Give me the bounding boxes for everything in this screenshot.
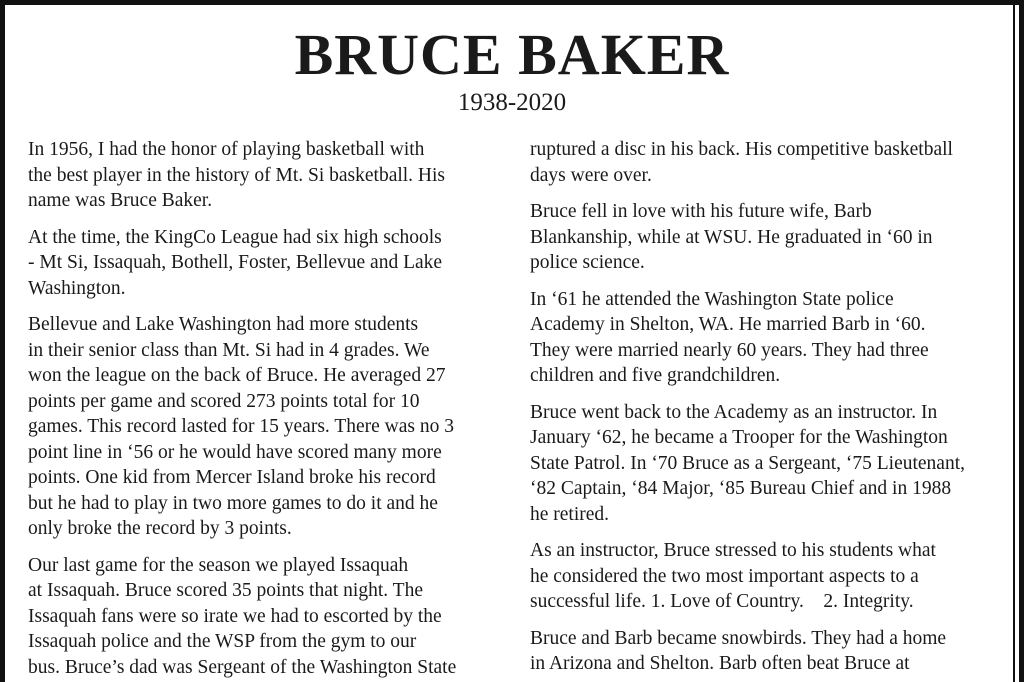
- text-line: points. One kid from Mercer Island broke his record: [28, 467, 436, 488]
- text-line: successful life. 1. Love of Country. 2. Integrity.: [530, 591, 914, 612]
- text-line: the best player in the history of Mt. Si basketball. His: [28, 164, 446, 186]
- right-paragraph-6: [530, 626, 998, 677]
- right-paragraph-4: [530, 400, 998, 528]
- text-line: point line in ‘56 or he would have scored many more: [28, 441, 442, 463]
- text-line: As an instructor, Bruce stressed to his students what: [530, 540, 936, 561]
- text-line: only broke the record by 3 points.: [28, 518, 292, 539]
- left-column: [28, 137, 493, 682]
- text-line: at Issaquah. Bruce scored 35 points that night. The: [28, 580, 423, 601]
- text-line: State Patrol. In ‘70 Bruce as a Sergeant, ‘75 Lieutenant,: [530, 452, 966, 474]
- obituary-years: 1938-2020: [457, 89, 567, 116]
- text-line: days were over.: [530, 164, 652, 186]
- text-line: They were married nearly 60 years. They had three: [530, 339, 929, 361]
- text-line: but he had to play in two more games to do it and he: [28, 492, 438, 514]
- text-line: won the league on the back of Bruce. He averaged 27: [28, 365, 446, 386]
- text-line: Issaquah fans were so irate we had to escorted by the: [28, 605, 442, 627]
- text-line: Bruce and Barb became snowbirds. They had a home: [530, 627, 947, 649]
- text-line: ‘82 Captain, ‘84 Major, ‘85 Bureau Chief and in 1988: [530, 478, 952, 499]
- right-paragraph-5: [530, 538, 998, 615]
- text-line: points per game and scored 273 points total for 10: [28, 390, 420, 412]
- obituary-name: BRUCE BAKER: [294, 22, 730, 87]
- left-paragraph-2: [28, 225, 493, 302]
- right-paragraph-1: [530, 137, 998, 188]
- text-line: he considered the two most important aspects to a: [530, 565, 919, 587]
- right-column: [530, 137, 998, 682]
- text-line: January ‘62, he became a Trooper for the Washington: [530, 427, 948, 448]
- left-paragraph-4: [28, 553, 493, 681]
- text-line: At the time, the KingCo League had six high schools: [28, 226, 442, 248]
- text-line: police science.: [530, 252, 645, 273]
- left-paragraph-3: [28, 312, 493, 542]
- text-line: Bruce went back to the Academy as an instructor. In: [530, 401, 938, 423]
- right-paragraph-2: [530, 199, 998, 276]
- text-line: ruptured a disc in his back. His competitive basketball: [530, 139, 953, 160]
- text-line: in their senior class than Mt. Si had in 4 grades. We: [28, 339, 430, 361]
- text-line: children and five grandchildren.: [530, 365, 781, 386]
- text-line: In 1956, I had the honor of playing basketball with: [28, 139, 425, 160]
- left-paragraph-1: [28, 137, 493, 214]
- page-border-top: [0, 0, 1024, 5]
- text-line: he retired.: [530, 503, 610, 525]
- text-line: bus. Bruce’s dad was Sergeant of the Washington State: [28, 656, 457, 678]
- text-line: Issaquah police and the WSP from the gym to our: [28, 631, 417, 652]
- text-line: In ‘61 he attended the Washington State police: [530, 288, 894, 310]
- text-line: in Arizona and Shelton. Barb often beat Bruce at: [530, 653, 910, 674]
- text-line: Bruce fell in love with his future wife, Barb: [530, 201, 872, 222]
- text-line: Washington.: [28, 277, 126, 299]
- text-line: Blankanship, while at WSU. He graduated in ‘60 in: [530, 226, 933, 248]
- text-line: Our last game for the season we played Issaquah: [28, 554, 409, 576]
- text-line: Academy in Shelton, WA. He married Barb in ‘60.: [530, 314, 926, 335]
- text-line: Bellevue and Lake Washington had more students: [28, 314, 419, 335]
- text-line: name was Bruce Baker.: [28, 190, 213, 211]
- text-line: - Mt Si, Issaquah, Bothell, Foster, Bellevue and Lake: [28, 252, 443, 273]
- text-line: games. This record lasted for 15 years. There was no 3: [28, 416, 454, 437]
- right-paragraph-3: [530, 287, 998, 389]
